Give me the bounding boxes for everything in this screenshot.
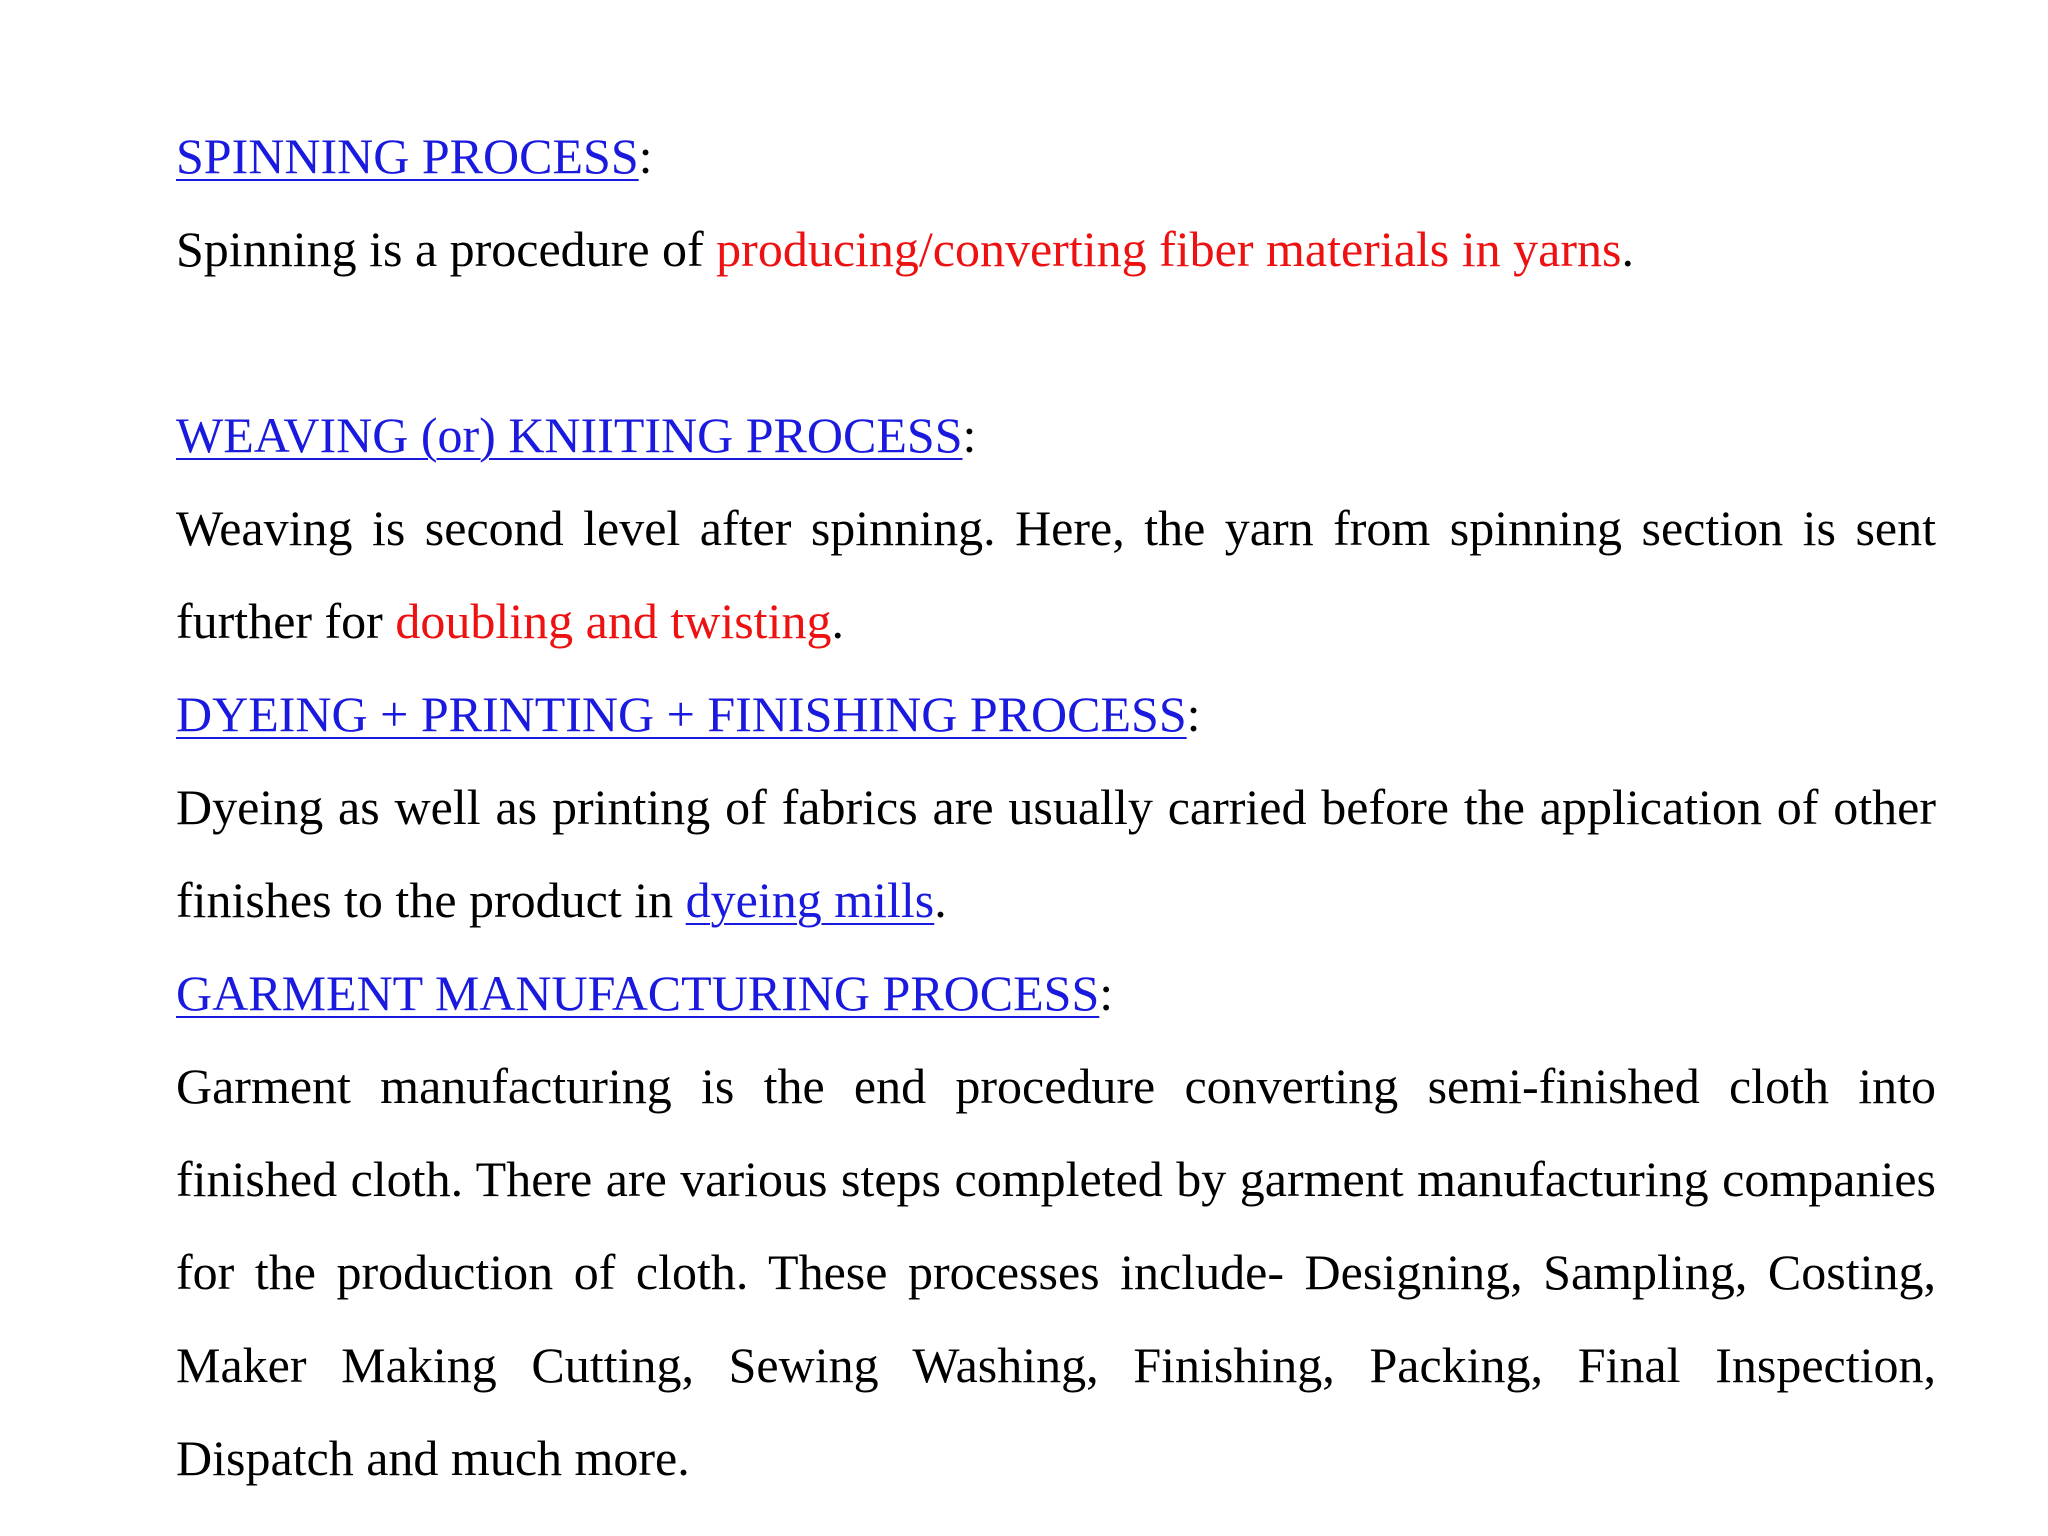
dyeing-paragraph [176, 761, 1936, 947]
spinning-paragraph [176, 203, 1936, 296]
dyeing-heading-link[interactable]: DYEING + PRINTING + FINISHING PROCESS [176, 686, 1187, 742]
spinning-heading-link[interactable]: SPINNING PROCESS [176, 128, 639, 184]
weaving-paragraph [176, 482, 1936, 668]
spinning-heading-colon: : [638, 128, 653, 184]
spinning-heading [176, 110, 1936, 203]
garment-heading-link[interactable]: GARMENT MANUFACTURING PROCESS [176, 965, 1100, 1021]
spinning-period: . [1621, 221, 1634, 277]
dyeing-text: Dyeing as well as printing of fabrics are usually carried before the application of other finishes to the product in [176, 779, 1936, 928]
weaving-text: Weaving is second level after spinning. Here, the yarn from spinning section is sent further for [176, 500, 1936, 649]
weaving-heading-colon: : [962, 407, 977, 463]
section-spacer [176, 296, 1936, 389]
spinning-text: Spinning is a procedure of [176, 221, 717, 277]
dyeing-heading-colon: : [1186, 686, 1201, 742]
weaving-heading [176, 389, 1936, 482]
dyeing-period: . [934, 872, 947, 928]
garment-paragraph: Garment manufacturing is the end procedure converting semi-finished cloth into finished cloth. There are various steps completed by garment manufacturing companies for the production of cloth. These processes include- Designing, Sampling, Costing, Maker Making Cutting, Sewing Washing, Finishing, Packing, Final Inspection, Dispatch and much more. [176, 1058, 1936, 1486]
garment-heading-colon: : [1099, 965, 1114, 1021]
dyeing-mills-link[interactable]: dyeing mills [685, 872, 935, 928]
weaving-heading-link[interactable]: WEAVING (or) KNIITING PROCESS [176, 407, 963, 463]
spinning-highlight: producing/converting fiber materials in yarns [716, 221, 1622, 277]
document-page [176, 110, 1936, 1505]
weaving-period: . [831, 593, 844, 649]
garment-heading [176, 947, 1936, 1040]
dyeing-heading [176, 668, 1936, 761]
weaving-highlight: doubling and twisting [395, 593, 832, 649]
